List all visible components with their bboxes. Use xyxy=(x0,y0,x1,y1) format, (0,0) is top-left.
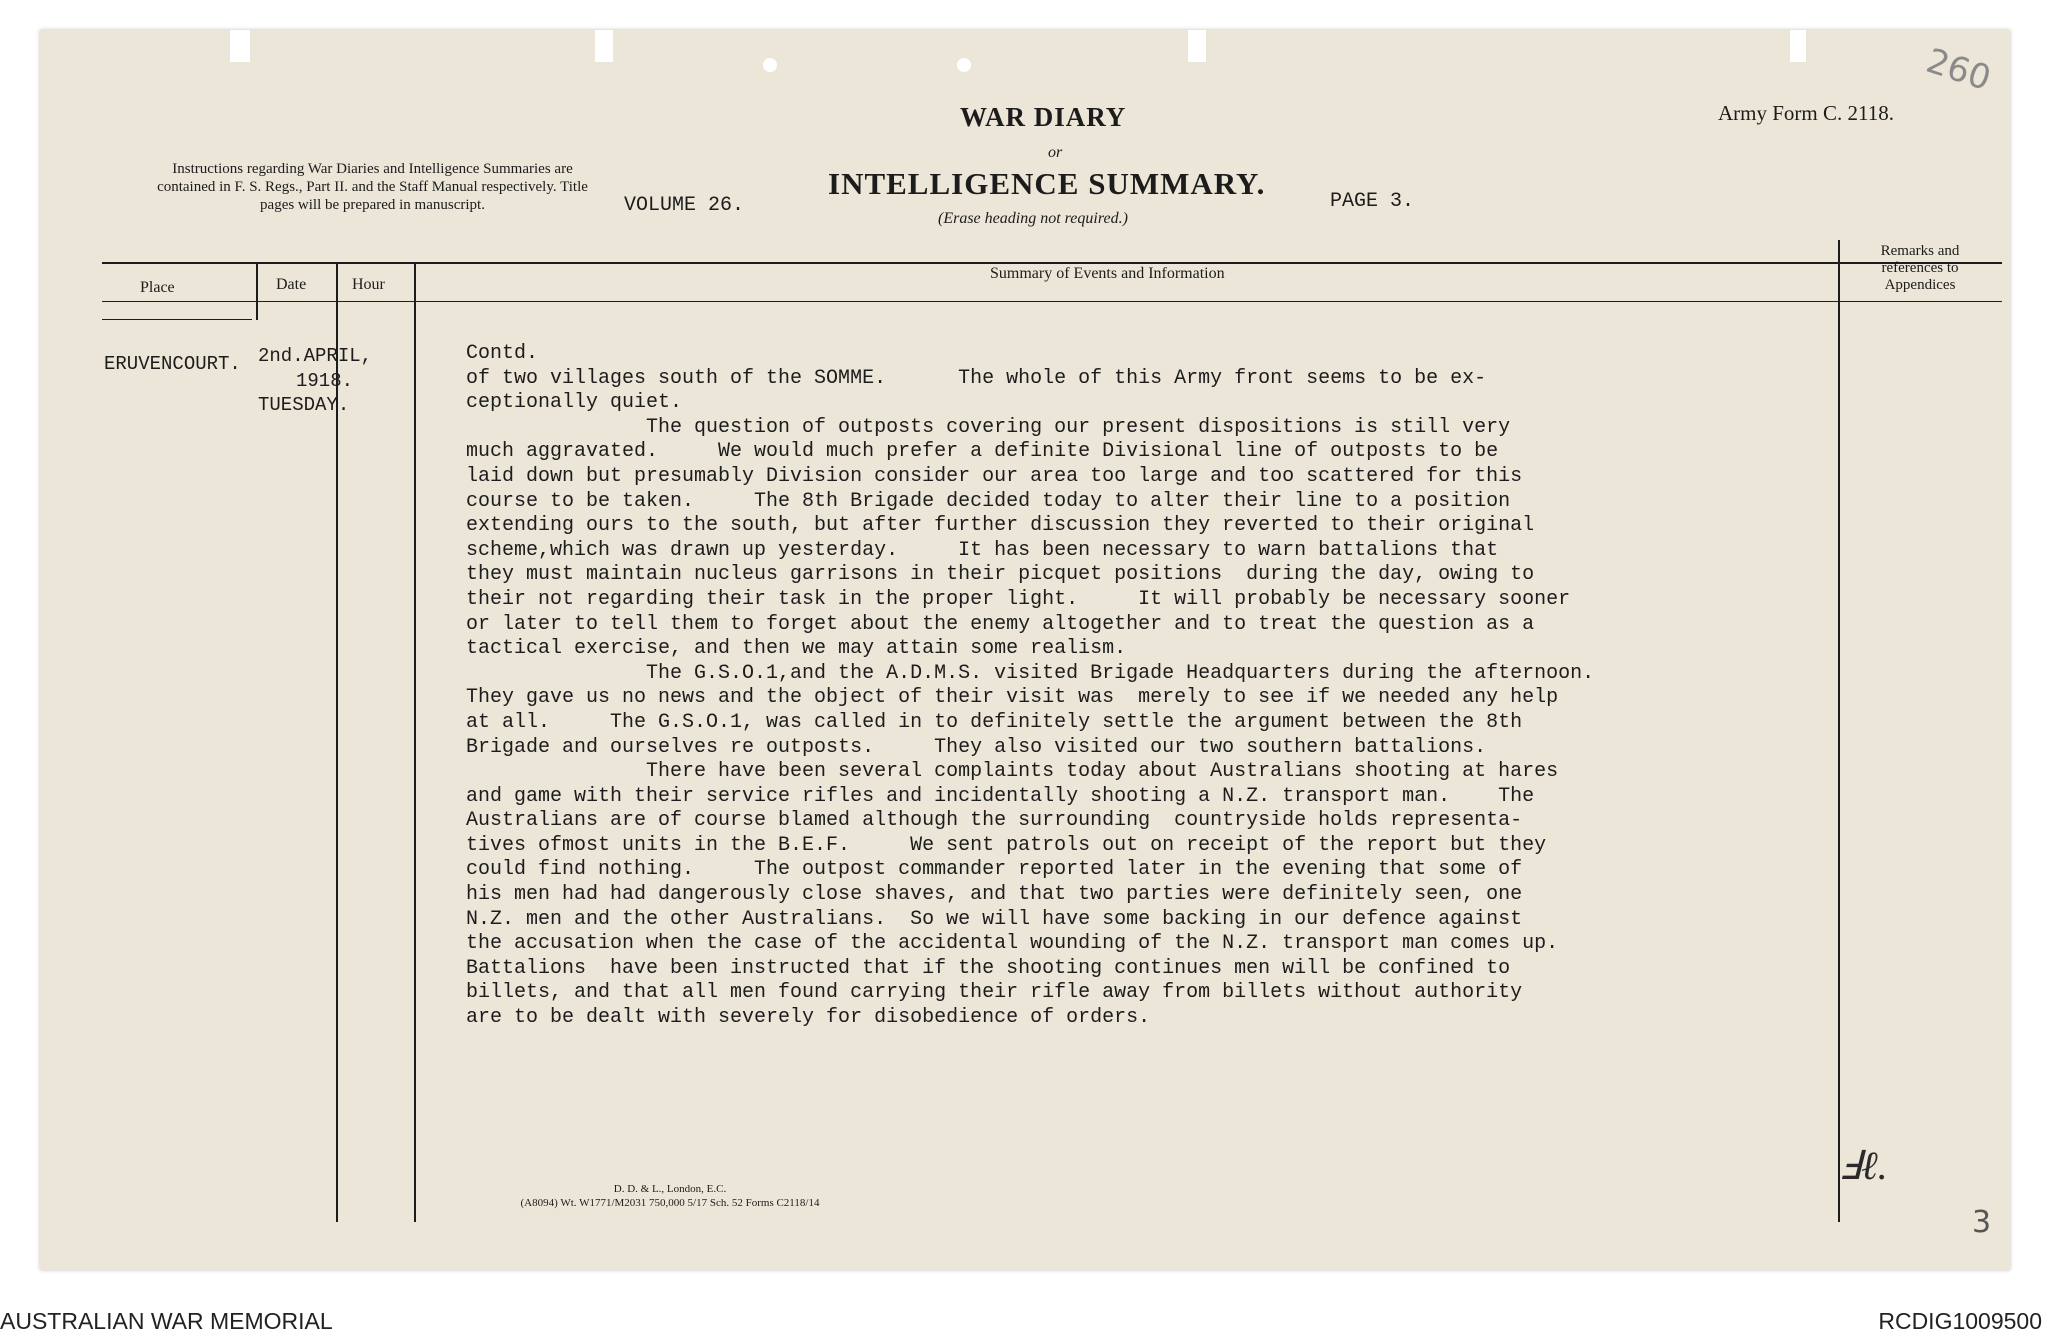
place-rule xyxy=(102,319,252,320)
handwritten-initials: Ⅎℓ. xyxy=(1838,1143,1888,1188)
pencil-annotation: 260 xyxy=(1921,40,1996,100)
printer-line: (A8094) Wt. W1771/M2031 750,000 5/17 Sch. 52 Forms C2118/14 xyxy=(520,1197,820,1209)
army-form-number: Army Form C. 2118. xyxy=(1718,101,1894,125)
paper-notch xyxy=(1188,30,1206,62)
table-top-rule xyxy=(102,262,2002,264)
column-header-date: Date xyxy=(276,276,307,293)
punch-hole xyxy=(957,58,971,72)
printer-imprint xyxy=(470,1182,870,1210)
column-header-hour: Hour xyxy=(352,276,385,293)
column-header-place: Place xyxy=(140,279,175,296)
paper-notch xyxy=(230,30,250,62)
column-divider xyxy=(256,262,258,320)
footer-credit: AUSTRALIAN WAR MEMORIAL xyxy=(0,1308,333,1334)
printer-line: D. D. & L., London, E.C. xyxy=(613,1183,727,1195)
entry-year: 1918. xyxy=(296,370,354,392)
entry-date: 2nd.APRIL, xyxy=(258,345,373,367)
footer-identifier: RCDIG1009500 xyxy=(1878,1308,2042,1334)
punch-hole xyxy=(763,58,777,72)
form-title: WAR DIARY xyxy=(960,102,1127,132)
erase-note: (Erase heading not required.) xyxy=(938,210,1128,227)
table-header-rule xyxy=(102,301,2002,302)
paper-notch xyxy=(595,30,613,62)
instructions-note: Instructions regarding War Diaries and Intelligence Summaries are contained in F. S. Regs., Part II. and the Staff Manual respectively. Title pages will be prepared in manuscript. xyxy=(157,161,588,213)
column-divider xyxy=(1838,240,1840,1222)
paper-notch xyxy=(1790,30,1806,62)
column-divider xyxy=(414,262,416,1222)
column-header-remarks: Remarks and references to Appendices xyxy=(1880,243,1960,293)
volume-number: VOLUME 26. xyxy=(624,194,745,217)
page-number: PAGE 3. xyxy=(1330,190,1415,213)
entry-place: ERUVENCOURT. xyxy=(104,353,241,375)
form-or: or xyxy=(1048,144,1063,161)
entry-narrative: Contd. of two villages south of the SOMME. The whole of this Army front seems to be ex- ceptionally quiet. The question of outposts covering our present dispositions is still very much aggravated. We would much prefer a definite Divisional line of outposts to be laid down but presumably Division consider our area too large and too scattered for this course to be taken. The 8th Brigade decided today to alter their line to a position extending ours to the south, but after further discussion they reverted to their original scheme,which was drawn up yesterday. It has been necessary to warn battalions that they must maintain nucleus garrisons in their picquet positions during the day, owing to their not regarding their task in the proper light. It will probably be necessary sooner or later to tell them to forget about the enemy altogether and to treat the question as a tactical exercise, and then we may attain some realism. The G.S.O.1,and the A.D.M.S. visited Brigade Headquarters during the afternoon. They gave us no news and the object of their visit was merely to see if we needed any help at all. The G.S.O.1, was called in to definitely settle the argument between the 8th Brigade and ourselves re outposts. They also visited our two southern battalions. There have been several complaints today about Australians shooting at hares and game with their service rifles and incidentally shooting a N.Z. transport man. The Australians are of course blamed although the surrounding countryside holds representa- tives ofmost units in the B.E.F. We sent patrols out on receipt of the report but they could find nothing. The outpost commander reported later in the evening that some of his men had had dangerously close shaves, and that two parties were definitely seen, one N.Z. men and the other Australians. So we will have some backing in our defence against the accusation when the case of the accidental wounding of the N.Z. transport man comes up. Battalions have been instructed that if the shooting continues men will be confined to billets, and that all men found carrying their rifle away from billets without authority are to be dealt with severely for disobedience of orders. xyxy=(466,342,1595,1030)
handwritten-page-number: 3 xyxy=(1972,1205,1992,1240)
entry-weekday: TUESDAY. xyxy=(258,394,350,416)
column-header-summary: Summary of Events and Information xyxy=(990,265,1225,282)
form-subtitle: INTELLIGENCE SUMMARY. xyxy=(828,166,1266,201)
